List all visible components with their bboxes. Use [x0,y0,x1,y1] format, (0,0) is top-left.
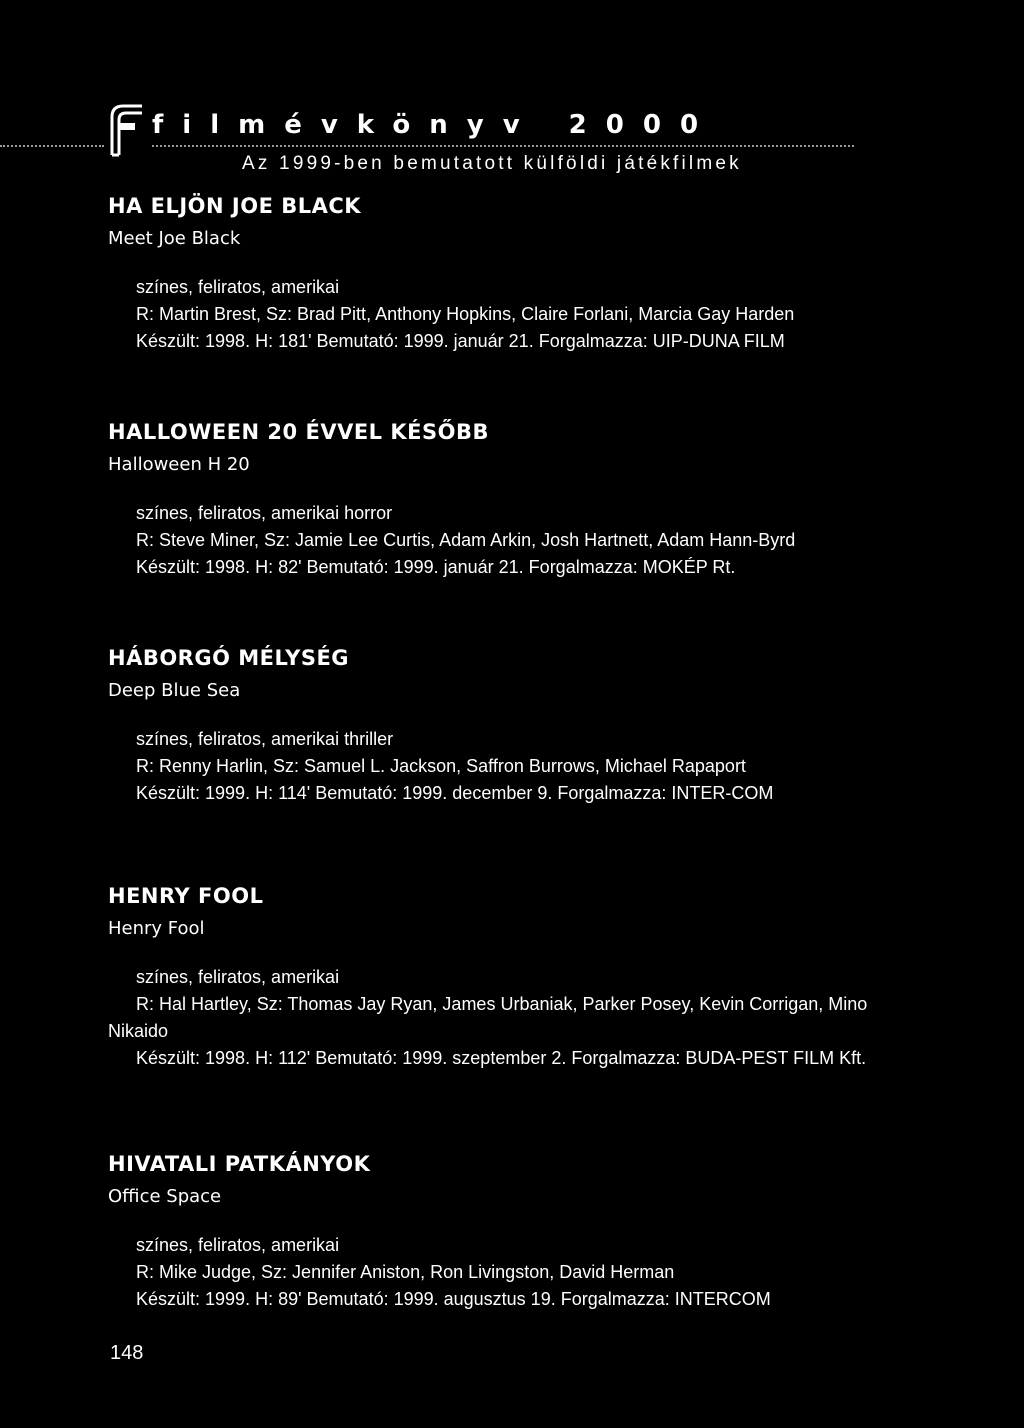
film-entry [108,192,868,355]
film-credits: R: Martin Brest, Sz: Brad Pitt, Anthony Hopkins, Claire Forlani, Marcia Gay Harden [136,304,795,324]
film-title: HENRY FOOL [108,884,264,908]
film-title: HIVATALI PATKÁNYOK [108,1152,371,1176]
brand-name: filmévkönyv [152,110,539,140]
brand-year: 2000 [568,110,718,140]
film-meta: színes, feliratos, amerikai horror [136,503,393,523]
header-subtitle: Az 1999-ben bemutatott külföldi játékfilmek [242,153,742,174]
original-title: Henry Fool [108,918,205,939]
page-header [0,100,1024,180]
original-title: Office Space [108,1186,222,1207]
original-title: Deep Blue Sea [108,680,241,701]
film-title: HA ELJÖN JOE BLACK [108,194,362,218]
filmevkonyv-logo-icon [108,103,146,157]
film-entry [108,644,868,807]
original-title: Halloween H 20 [108,454,250,475]
header-dotted-rule-left [0,145,104,147]
film-credits: R: Renny Harlin, Sz: Samuel L. Jackson, Saffron Burrows, Michael Rapaport [136,756,746,776]
film-entry [108,418,868,581]
film-credits: R: Steve Miner, Sz: Jamie Lee Curtis, Adam Arkin, Josh Hartnett, Adam Hann-Byrd [136,530,796,550]
film-credits: R: Mike Judge, Sz: Jennifer Aniston, Ron Livingston, David Herman [136,1262,675,1282]
film-meta: színes, feliratos, amerikai [136,1235,340,1255]
header-dotted-rule-right [152,145,854,147]
film-meta: színes, feliratos, amerikai [136,967,340,987]
film-credits: R: Hal Hartley, Sz: Thomas Jay Ryan, James Urbaniak, Parker Posey, Kevin Corrigan, Mino Nikaido [108,994,868,1041]
film-details: Készült: 1999. H: 89' Bemutató: 1999. augusztus 19. Forgalmazza: INTERCOM [136,1289,771,1309]
film-entry [108,882,868,1072]
film-details: Készült: 1999. H: 114' Bemutató: 1999. december 9. Forgalmazza: INTER-COM [136,783,774,803]
film-meta: színes, feliratos, amerikai [136,277,340,297]
page-number: 148 [110,1342,144,1364]
film-title: HALLOWEEN 20 ÉVVEL KÉSŐBB [108,420,489,444]
film-details: Készült: 1998. H: 82' Bemutató: 1999. január 21. Forgalmazza: MOKÉP Rt. [136,557,736,577]
original-title: Meet Joe Black [108,228,241,249]
film-title: HÁBORGÓ MÉLYSÉG [108,646,350,670]
film-details: Készült: 1998. H: 181' Bemutató: 1999. január 21. Forgalmazza: UIP-DUNA FILM [136,331,785,351]
film-details: Készült: 1998. H: 112' Bemutató: 1999. szeptember 2. Forgalmazza: BUDA-PEST FILM Kft. [136,1048,867,1068]
film-entry [108,1150,868,1313]
film-meta: színes, feliratos, amerikai thriller [136,729,394,749]
header-brand [152,110,717,140]
